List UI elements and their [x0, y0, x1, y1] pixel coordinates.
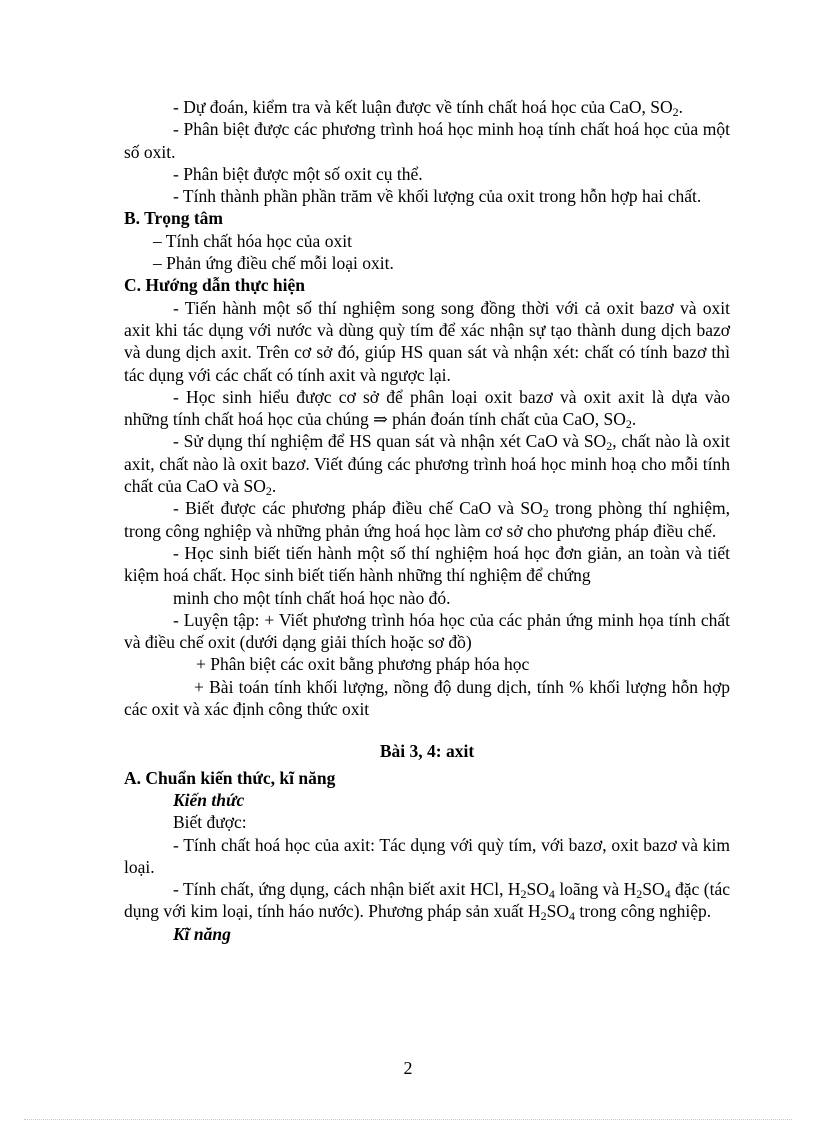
section-heading-b: B. Trọng tâm — [124, 208, 224, 229]
paragraph: - Dự đoán, kiểm tra và kết luận được về tính chất hoá học của CaO, $SO_2$. — [173, 97, 683, 119]
paragraph: - Phân biệt được một số oxit cụ thể. — [173, 163, 423, 184]
footer-divider — [24, 1119, 792, 1120]
section-heading-c: C. Hướng dẫn thực hiện — [124, 275, 305, 296]
paragraph: - Biết được các phương pháp điều chế CaO và $SO_2$ trong phòng thí nghiệm, trong công nghiệp và những phản ứng hoá học làm cơ sở cho phương pháp điều chế. — [124, 498, 731, 541]
subheading-skills: Kĩ năng — [173, 923, 231, 944]
paragraph: - Luyện tập: + Viết phương trình hóa học của các phản ứng minh họa tính chất và điều chế oxit (dưới dạng giải thích hoặc sơ đồ) — [124, 609, 730, 653]
subheading-knowledge: Kiến thức — [173, 789, 245, 810]
practice-item: + Phân biệt các oxit bằng phương pháp hóa học — [196, 654, 530, 675]
paragraph: - Tiến hành một số thí nghiệm song song đồng thời với cả oxit bazơ và oxit axit khi tác dụng với nước và dùng quỳ tím để xác nhận sự tạo thành dung dịch bazơ và dung dịch axit. Trên cơ sở đó, giúp HS quan sát và nhận xét: chất có tính bazơ thì tác dụng với các chất có tính axit và ngược lại. — [124, 297, 730, 385]
bullet-item: – Tính chất hóa học của oxit — [153, 230, 352, 251]
paragraph: - Tính chất, ứng dụng, cách nhận biết axit HCl, $H_2SO_4$ loãng và $H_2SO_4$ đặc (tác dụng với kim loại, tính háo nước). Phương pháp sản xuất $H_2SO_4$ trong công nghiệp. — [124, 879, 730, 924]
section-heading-a: A. Chuẩn kiến thức, kĩ năng — [124, 767, 336, 788]
lesson-title: Bài 3, 4: axit — [379, 741, 475, 762]
paragraph: - Phân biệt được các phương trình hoá học minh hoạ tính chất hoá học của một số oxit. — [124, 119, 730, 162]
paragraph: - Tính thành phần phần trăm về khối lượng của oxit trong hỗn hợp hai chất. — [173, 186, 702, 207]
paragraph: - Học sinh hiểu được cơ sở để phân loại oxit bazơ và oxit axit là dựa vào những tính chất hoá học của chúng ⇒ phán đoán tính chất của CaO, $SO_2$. — [124, 386, 730, 432]
bullet-item: – Phản ứng điều chế mỗi loại oxit. — [153, 253, 394, 274]
paragraph: Biết được: — [173, 812, 247, 833]
practice-item: + Bài toán tính khối lượng, nồng độ dung dịch, tính % khối lượng hỗn hợp các oxit và xác định công thức oxit — [124, 676, 730, 720]
paragraph: - Tính chất hoá học của axit: Tác dụng với quỳ tím, với bazơ, oxit bazơ và kim loại. — [124, 834, 730, 877]
paragraph: - Học sinh biết tiến hành một số thí nghiệm hoá học đơn giản, an toàn và tiết kiệm hoá chất. Học sinh biết tiến hành những thí nghiệm để chứng — [124, 542, 730, 586]
page-number: 2 — [403, 1058, 413, 1078]
paragraph-continuation: minh cho một tính chất hoá học nào đó. — [173, 587, 451, 608]
paragraph: - Sử dụng thí nghiệm để HS quan sát và nhận xét CaO và $SO_2$, chất nào là oxit axit, chất nào là oxit bazơ. Viết đúng các phương trình hoá học minh hoạ cho mỗi tính chất của CaO và $SO_2$. — [124, 431, 730, 499]
document-body — [124, 96, 730, 945]
